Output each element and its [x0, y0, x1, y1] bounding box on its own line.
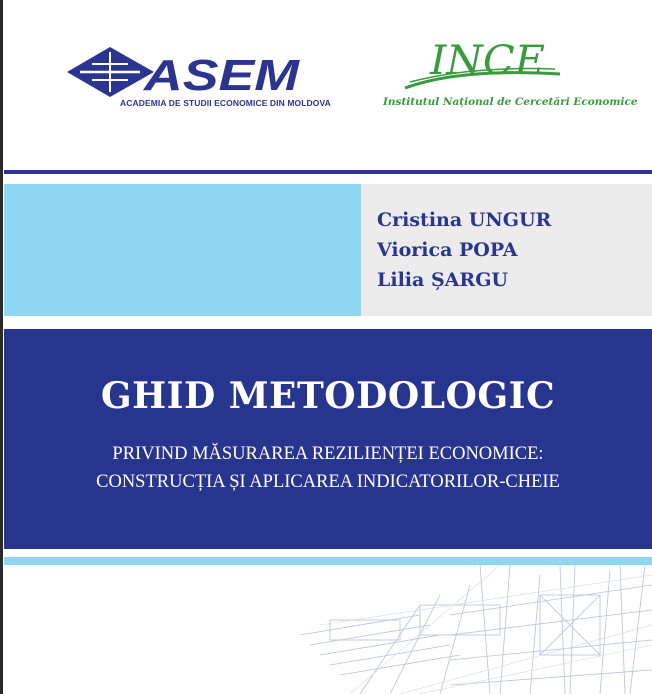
title-band — [4, 329, 652, 549]
top-rule — [4, 170, 652, 174]
authors-list — [377, 205, 551, 295]
ince-subtitle: Institutul Național de Cercetări Economice — [383, 96, 638, 108]
asem-wordmark: ASEM — [142, 51, 301, 100]
document-title: GHID METODOLOGIC — [100, 375, 556, 417]
subtitle-line: PRIVIND MĂSURAREA REZILIENȚEI ECONOMICE: — [112, 444, 544, 464]
ince-logo — [400, 36, 570, 94]
bottom-rule — [4, 557, 652, 565]
author-name: Lilia ȘARGU — [377, 269, 508, 291]
asem-subtitle: ACADEMIA DE STUDII ECONOMICE DIN MOLDOVA — [120, 98, 331, 108]
accent-band — [4, 184, 361, 316]
ince-wordmark: INCE — [428, 38, 545, 84]
building-sketch-illustration — [300, 565, 652, 694]
author-name: Viorica POPA — [377, 239, 518, 261]
page-edge — [0, 0, 3, 694]
author-name: Cristina UNGUR — [377, 209, 552, 231]
subtitle-line: CONSTRUCȚIA ȘI APLICAREA INDICATORILOR-CHEIE — [96, 472, 560, 492]
document-subtitle — [4, 440, 652, 496]
